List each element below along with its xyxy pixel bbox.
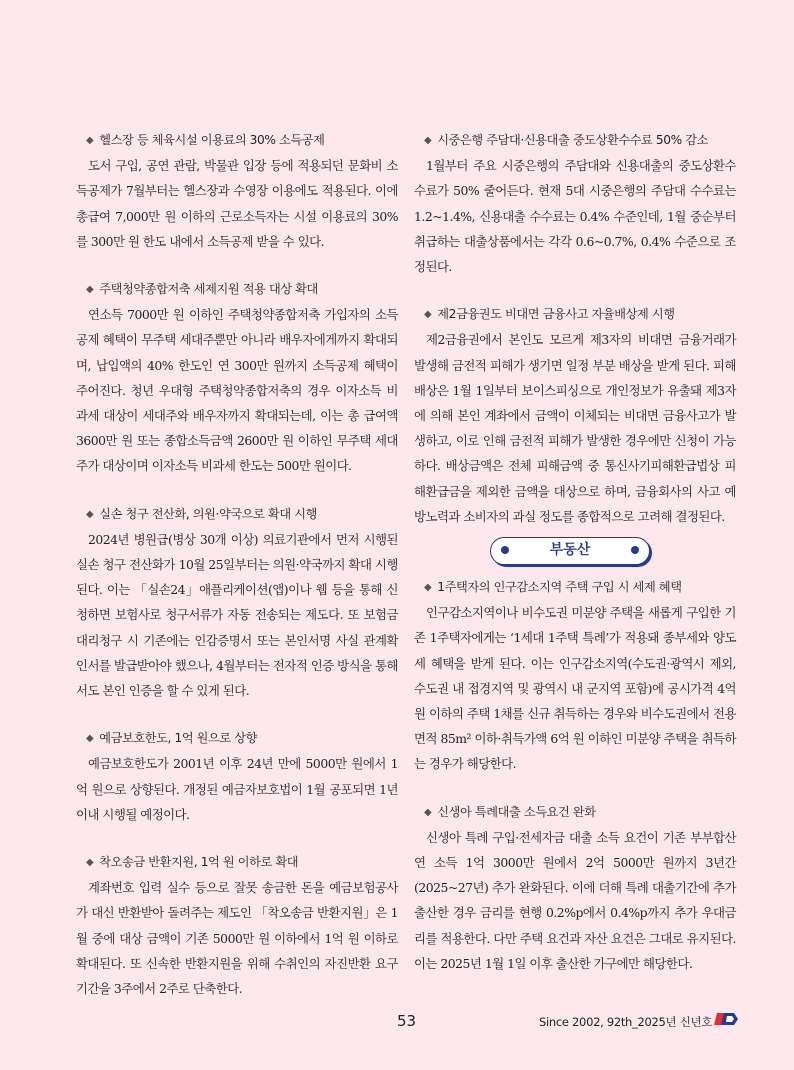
article-section	[76, 850, 398, 1001]
dot-icon	[631, 546, 639, 554]
section-heading: ◆ 예금보호한도, 1억 원으로 상향	[76, 726, 398, 751]
section-heading: ◆ 착오송금 반환지원, 1억 원 이하로 확대	[76, 850, 398, 875]
issue-label: Since 2002, 92th_2025년 신년호	[539, 1015, 713, 1029]
diamond-icon: ◆	[424, 309, 432, 321]
right-column	[414, 128, 736, 999]
section-body: 도서 구입, 공연 관람, 박물관 입장 등에 적용되던 문화비 소득공제가 7월부터는 헬스장과 수영장 이용에도 적용된다. 이에 총급여 7,000만 원 이하의 근로소득자는 시설 이용료의 30%를 300만 원 한도 내에서 소득공제 받을 수 있다.	[76, 158, 398, 249]
article-section	[76, 128, 398, 254]
section-body: 제2금융권에서 본인도 모르게 제3자의 비대면 금융거래가 발생해 금전적 피해가 생기면 일정 부분 배상을 받게 된다. 피해배상은 1월 1일부터 보이스피싱으로 개인정보가 유출돼 제3자에 의해 본인 계좌에서 금액이 이체되는 비대면 금융사고가 발생하고, 이로 인해 금전적 피해가 발생한 경우에만 신청이 가능하다. 배상금액은 전체 피해금액 중 통신사기피해환급법상 피해환급금을 제외한 금액을 대상으로 하며, 금융회사의 사고 예방노력과 소비자의 과실 정도를 종합적으로 고려해 결정된다.	[414, 332, 736, 524]
section-body: 계좌번호 입력 실수 등으로 잘못 송금한 돈을 예금보험공사가 대신 반환받아 돌려주는 제도인 「착오송금 반환지원」은 1월 중에 대상 금액이 기존 5000만 원 이하에서 1억 원 이하로 확대된다. 또 신속한 반환지원을 위해 수취인의 자진반환 요구 기간을 3주에서 2주로 단축한다.	[76, 880, 398, 997]
page-number: 53	[397, 1012, 417, 1030]
dot-icon	[501, 546, 509, 554]
diamond-icon: ◆	[424, 135, 432, 146]
diamond-icon: ◆	[424, 582, 432, 594]
category-banner	[490, 537, 650, 565]
section-heading: ◆ 1주택자의 인구감소지역 주택 구입 시 세제 혜택	[414, 575, 736, 600]
section-heading: ◆ 실손 청구 전산화, 의원·약국으로 확대 시행	[76, 502, 398, 527]
section-heading: ◆ 제2금융권도 비대면 금융사고 자율배상제 시행	[414, 302, 736, 327]
section-body: 예금보호한도가 2001년 이후 24년 만에 5000만 원에서 1억 원으로 상향된다. 개정된 예금자보호법이 1월 공포되면 1년 이내 시행될 예정이다.	[76, 756, 398, 822]
article-section	[414, 575, 736, 777]
section-body: 2024년 병원급(병상 30개 이상) 의료기관에서 먼저 시행된 실손 청구 전산화가 10월 25일부터는 의원·약국까지 확대 시행된다. 이는 「실손24」애플리케이션(앱)이나 웹 등을 통해 신청하면 보험사로 청구서류가 자동 전송되는 제도다. 또 보험금 대리청구 시 기존에는 인감증명서 또는 본인서명 사실 관계확인서를 발급받아야 했으나, 4월부터는 전자적 인증 방식을 통해서도 본인 인증을 할 수 있게 된다.	[76, 531, 398, 699]
kd-logo-icon	[714, 1011, 738, 1027]
section-heading: ◆ 시중은행 주담대·신용대출 중도상환수수료 50% 감소	[414, 128, 736, 153]
section-heading: ◆ 주택청약종합저축 세제지원 적용 대상 확대	[76, 277, 398, 302]
banner-title: 부동산	[549, 542, 591, 559]
left-column	[76, 128, 398, 1024]
diamond-icon: ◆	[86, 733, 94, 745]
diamond-icon: ◆	[86, 284, 94, 296]
article-section	[76, 277, 398, 479]
section-heading: ◆ 신생아 특례대출 소득요건 완화	[414, 800, 736, 825]
diamond-icon: ◆	[424, 806, 432, 818]
section-body: 연소득 7000만 원 이하인 주택청약종합저축 가입자의 소득공제 혜택이 무주택 세대주뿐만 아니라 배우자에게까지 확대되며, 납입액의 40% 한도인 연 300만 원까지 소득공제 혜택이 주어진다. 청년 우대형 주택청약종합저축의 경우 이자소득 비과세 대상이 세대주와 배우자까지 확대되는데, 이는 총 급여액 3600만 원 또는 종합소득금액 2600만 원 이하인 무주택 세대주가 대상이며 이자소득 비과세 한도는 500만 원이다.	[76, 307, 398, 474]
article-section	[414, 302, 736, 529]
article-section	[76, 726, 398, 827]
article-section	[76, 502, 398, 704]
diamond-icon: ◆	[86, 508, 94, 520]
section-heading: ◆ 헬스장 등 체육시설 이용료의 30% 소득공제	[76, 128, 398, 153]
diamond-icon: ◆	[86, 857, 94, 869]
article-section	[414, 128, 736, 279]
section-body: 1월부터 주요 시중은행의 주담대와 신용대출의 중도상환수수료가 50% 줄어든다. 현재 5대 시중은행의 주담대 수수료는 1.2~1.4%, 신용대출 수수료는 0.4% 수준인데, 1월 중순부터 취급하는 대출상품에서는 각각 0.6~0.7%, 0.4% 수준으로 조정된다.	[414, 158, 736, 275]
section-body: 신생아 특례 구입·전세자금 대출 소득 요건이 기존 부부합산 연 소득 1억 3000만 원에서 2억 5000만 원까지 3년간(2025~27년) 추가 완화된다. 이에 더해 특례 대출기간에 추가 출산한 경우 금리를 현행 0.2%p에서 0.4%p까지 추가 우대금리를 적용한다. 다만 주택 요건과 자산 요건은 그대로 유지된다. 이는 2025년 1월 1일 이후 출산한 가구에만 해당한다.	[414, 829, 736, 971]
section-body: 인구감소지역이나 비수도권 미분양 주택을 새롭게 구입한 기존 1주택자에게는 ‘1세대 1주택 특례’가 적용돼 종부세와 양도세 혜택을 받게 된다. 이는 인구감소지역(수도권·광역시 제외, 수도권 내 접경지역 및 광역시 내 군지역 포함)에 공시가격 4억 원 이하의 주택 1채를 신규 취득하는 경우와 비수도권에서 전용면적 85m² 이하·취득가액 6억 원 이하인 미분양 주택을 취득하는 경우가 해당한다.	[414, 605, 736, 772]
diamond-icon: ◆	[86, 135, 94, 146]
article-section	[414, 800, 736, 976]
